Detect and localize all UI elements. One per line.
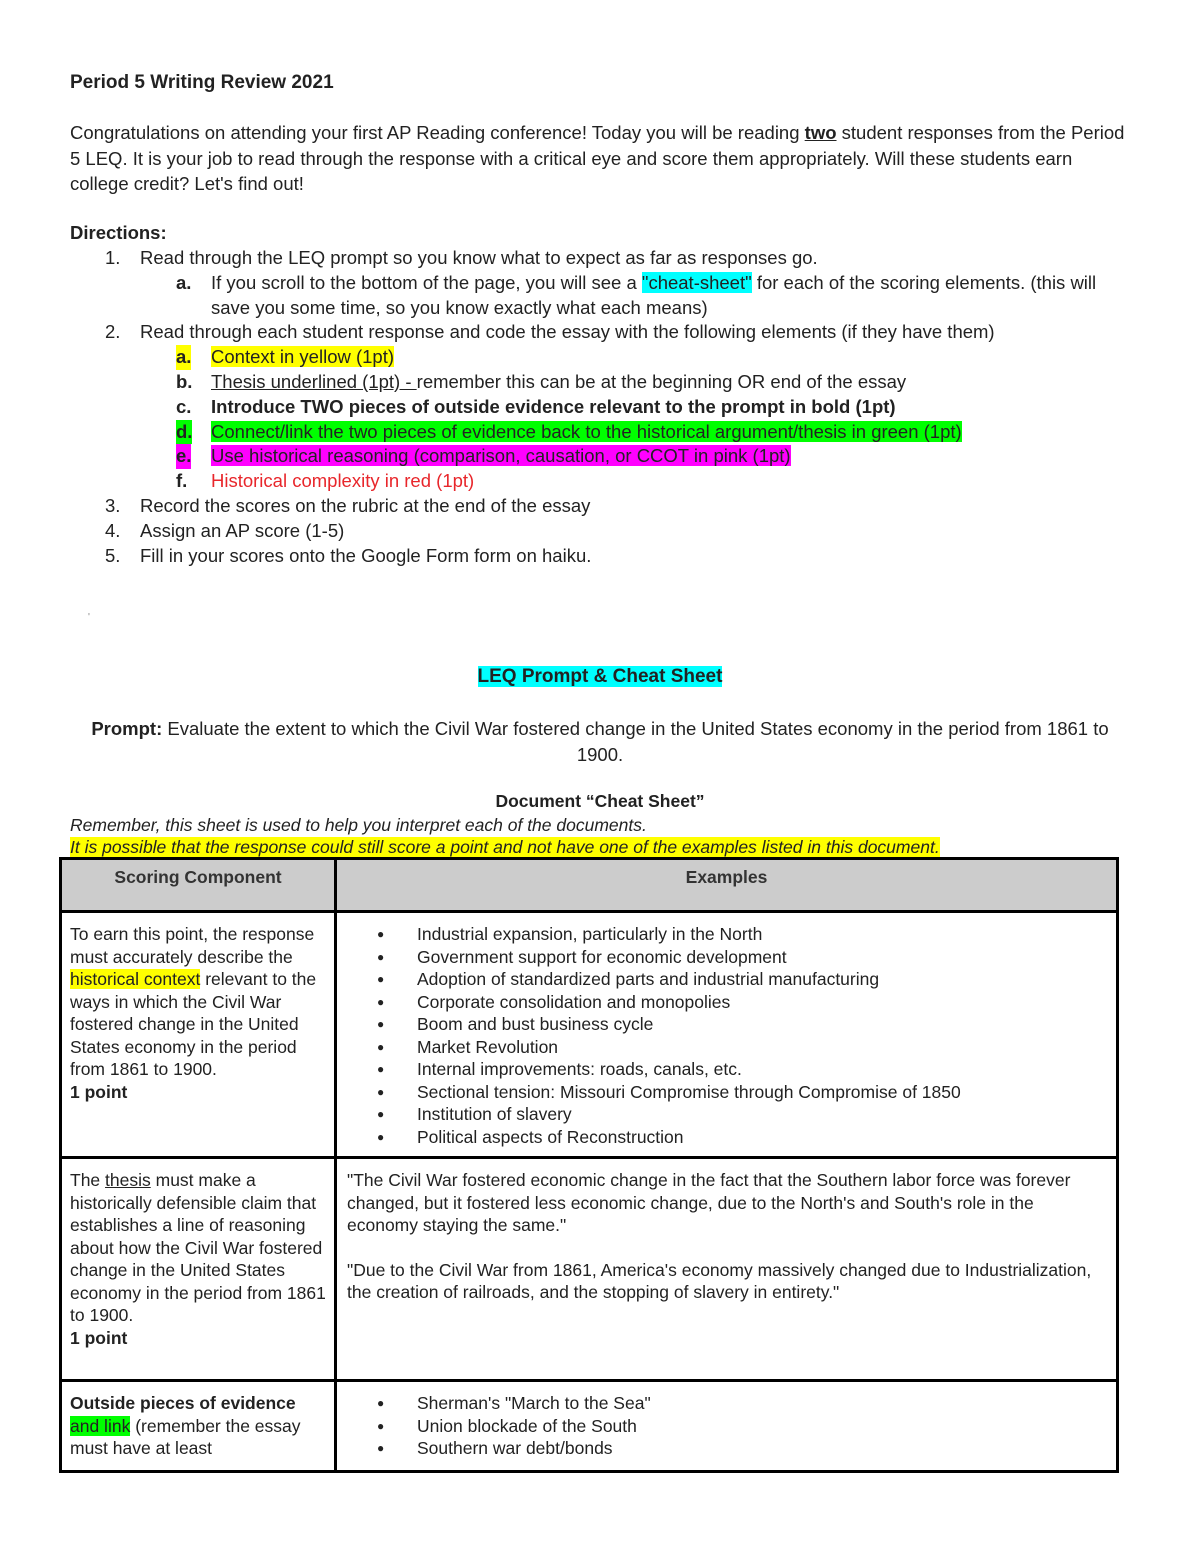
sub-letter: a. [176,271,192,293]
leq-prompt [90,716,1110,767]
historical-context-highlight: historical context [70,969,201,989]
list-item: ● Sherman's "March to the Sea" [417,1392,1106,1415]
scoring-cell-context [61,912,336,1158]
list-item: ● Adoption of standardized parts and industrial manufacturing [417,968,1106,991]
step-number: 4. [105,519,121,541]
sub-letter: a. [176,345,191,370]
document-heading: Document “Cheat Sheet” [495,791,705,811]
examples-list [347,923,1106,1148]
context-yellow-text: Context in yellow (1pt) [211,346,395,368]
cell-text-rest: must make a historically defensible claim that establishes a line of reasoning about how the Civil War fostered change in the United States economy in the period from 1861 to 1900. [70,1170,326,1325]
scoring-cell-thesis [61,1158,336,1381]
prompt-label: Prompt: [91,718,163,739]
step-number: 1. [105,247,121,268]
sub-letter: e. [176,444,191,469]
scoring-table [59,857,1119,1473]
thesis-underlined-text: Thesis underlined (1pt) - [211,370,417,392]
link-green-text: Connect/link the two pieces of evidence back to the historical argument/thesis in green (1pt) [211,420,962,442]
list-item: ● Government support for economic development [417,946,1106,969]
point-value: 1 point [70,1327,128,1348]
possible-note-text: It is possible that the response could still score a point and not have one of the examples listed in this document. [70,837,940,857]
directions-list [70,246,1130,568]
sub-letter: f. [176,470,188,492]
step-1 [70,246,1130,271]
prompt-text: Evaluate the extent to which the Civil War fostered change in the United States economy in the period from 1861 to 1900. [162,718,1109,765]
page-title: Period 5 Writing Review 2021 [70,72,334,93]
intro-emphasis: two [804,122,837,143]
possible-note [70,837,940,858]
step-text: Assign an AP score (1-5) [140,519,345,541]
sub-text-rest: for each of the scoring elements. (this will save you some time, so you know exactly what each means) [211,271,1097,318]
list-item: ● Internal improvements: roads, canals, etc. [417,1058,1106,1081]
examples-cell-context [336,912,1118,1158]
header-examples: Examples [336,859,1118,912]
step-2d [70,420,1130,445]
step-2f [70,469,1130,494]
list-item: ● Political aspects of Reconstruction [417,1126,1106,1149]
table-row [61,1381,1118,1472]
stray-mark: ' [88,612,90,623]
point-value: 1 point [70,1081,128,1102]
list-item: ● Sectional tension: Missouri Compromise through Compromise of 1850 [417,1081,1106,1104]
examples-list [347,1392,1106,1460]
evidence-bold: Outside pieces of evidence [70,1393,296,1413]
intro-text-rest: student responses from the Period 5 LEQ. It is your job to read through the response with a critical eye and score them appropriately. Will these students earn college credit? Let's find out! [70,122,1125,194]
step-text: Fill in your scores onto the Google Form form on haiku. [140,544,592,566]
scoring-cell-evidence [61,1381,336,1472]
cell-text: To earn this point, the response must accurately describe the [70,924,315,967]
directions-heading: Directions: [70,222,167,243]
examples-cell-evidence [336,1381,1118,1472]
thesis-example-2: "Due to the Civil War from 1861, America's economy massively changed due to Industrialization, the creation of railroads, and the stopping of slavery in entirety." [347,1259,1092,1302]
step-2c [70,395,1130,420]
step-2e [70,444,1130,469]
step-number: 5. [105,544,121,566]
thesis-example-1: "The Civil War fostered economic change in the fact that the Southern labor force was forever changed, but it fostered less economic change, due to the North's and South's role in the economy staying the same." [347,1170,1071,1235]
sub-letter: d. [176,420,192,445]
list-item: ● Union blockade of the South [417,1415,1106,1438]
examples-cell-thesis [336,1158,1118,1381]
intro-paragraph [70,120,1130,197]
step-text: Read through each student response and code the essay with the following elements (if they have them) [140,321,995,343]
step-5 [70,544,1130,569]
list-item: ● Boom and bust business cycle [417,1013,1106,1036]
thesis-note: remember this can be at the beginning OR end of the essay [416,370,907,392]
step-2 [70,320,1130,345]
thesis-underline: thesis [105,1170,151,1190]
sub-letter: b. [176,370,193,392]
cheat-sheet-heading [0,666,1200,688]
remember-note: Remember, this sheet is used to help you interpret each of the documents. [70,815,647,835]
step-2a [70,345,1130,370]
intro-text: Congratulations on attending your first AP Reading conference! Today you will be reading [70,122,805,143]
table-row [61,912,1118,1158]
evidence-bold-text: Introduce TWO pieces of outside evidence relevant to the prompt in bold (1pt) [211,395,896,417]
cell-text-rest: (remember the essay must have at least [70,1415,301,1458]
table-header-row [61,859,1118,912]
and-link-highlight: and link [70,1415,131,1436]
step-1a [70,271,1130,321]
list-item: ● Southern war debt/bonds [417,1437,1106,1460]
step-3 [70,494,1130,519]
list-item: ● Market Revolution [417,1036,1106,1059]
cheat-sheet-highlight: "cheat-sheet" [641,271,752,293]
step-4 [70,519,1130,544]
reasoning-pink-text: Use historical reasoning (comparison, causation, or CCOT in pink (1pt) [211,445,791,467]
list-item: ● Institution of slavery [417,1103,1106,1126]
step-text: Read through the LEQ prompt so you know what to expect as far as responses go. [140,247,818,268]
header-scoring-component: Scoring Component [61,859,336,912]
table-row [61,1158,1118,1381]
list-item: ● Corporate consolidation and monopolies [417,991,1106,1014]
step-number: 2. [105,321,121,343]
step-text: Record the scores on the rubric at the end of the essay [140,494,591,516]
cell-text: The [70,1170,106,1190]
complexity-red-text: Historical complexity in red (1pt) [211,470,475,492]
cheat-sheet-heading-text: LEQ Prompt & Cheat Sheet [477,666,723,687]
step-2b [70,370,1130,395]
sub-text: If you scroll to the bottom of the page, you will see a [211,271,642,293]
step-number: 3. [105,494,121,516]
sub-letter: c. [176,395,192,417]
list-item: ● Industrial expansion, particularly in the North [417,923,1106,946]
cell-text-rest: relevant to the ways in which the Civil War fostered change in the United States economy in the period from 1861 to 1900. [70,969,317,1079]
